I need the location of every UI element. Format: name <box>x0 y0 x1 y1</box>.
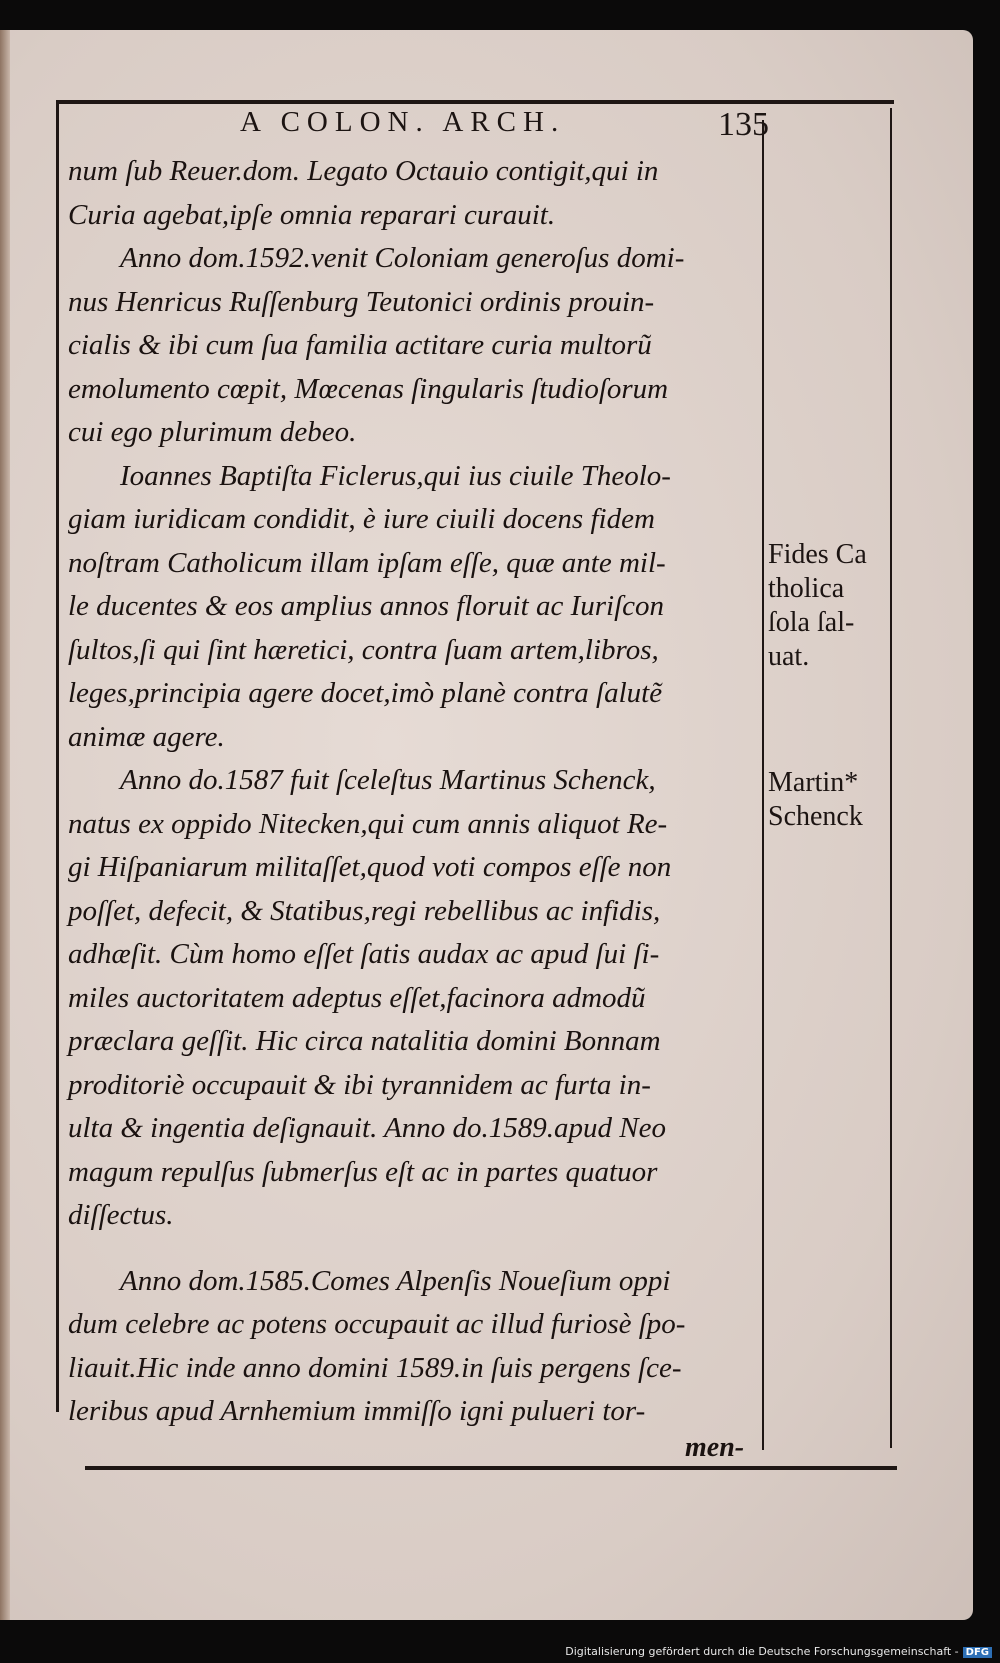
text-line: nus Henricus Ruſſenburg Teutonici ordinis prouin- <box>68 285 655 318</box>
text-line: Curia agebat,ipſe omnia reparari curauit. <box>68 198 556 231</box>
margin-note-line: Fides Ca <box>768 539 867 570</box>
text-line: cialis & ibi cum ſua familia actitare curia multorũ <box>68 329 652 361</box>
text-line: proditoriè occupauit & ibi tyrannidem ac furta in- <box>68 1068 651 1101</box>
text-line: Anno dom.1585.Comes Alpenſis Noueſium oppi <box>120 1264 671 1297</box>
margin-note-line: Schenck <box>768 801 863 832</box>
margin-note-line: tholica <box>768 573 845 604</box>
text-line: liauit.Hic inde anno domini 1589.in ſuis pergens ſce- <box>68 1351 682 1384</box>
text-line: adhæſit. Cùm homo eſſet ſatis audax ac apud ſui ſi- <box>68 938 660 970</box>
text-line: poſſet, defecit, & Statibus,regi rebellibus ac infidis, <box>68 894 661 927</box>
credit-text: Digitalisierung gefördert durch die Deutsche Forschungsgemeinschaft - <box>565 1645 959 1658</box>
text-line: noſtram Catholicum illam ipſam eſſe, quæ ante mil- <box>68 546 666 579</box>
text-line: ulta & ingentia deſignauit. Anno do.1589.apud Neo <box>68 1112 666 1144</box>
margin-note-line: uat. <box>768 641 810 672</box>
text-line: giam iuridicam condidit, è iure ciuili docens fidem <box>68 503 655 535</box>
text-line: Anno do.1587 fuit ſceleſtus Martinus Schenck, <box>120 764 656 796</box>
text-line: animæ agere. <box>68 720 225 753</box>
page-edge <box>0 30 10 1620</box>
digitization-credit <box>565 1645 992 1658</box>
text-line: num ſub Reuer.dom. Legato Octauio contigit,qui in <box>68 155 659 187</box>
text-line: leges,principia agere docet,imò planè contra ſalutẽ <box>68 677 663 709</box>
text-line: natus ex oppido Nitecken,qui cum annis aliquot Re- <box>68 807 668 840</box>
column-divider-rule <box>762 120 764 1450</box>
margin-note-line: ſola ſal- <box>768 607 855 638</box>
page-number: 135 <box>718 106 769 143</box>
margin-note-line: Martin* <box>768 767 859 798</box>
text-line: dum celebre ac potens occupauit ac illud furiosè ſpo- <box>68 1308 686 1340</box>
frame-right-rule <box>890 108 892 1448</box>
text-line: diſſectus. <box>68 1199 174 1231</box>
frame-bottom-rule <box>85 1466 897 1470</box>
text-line: Anno dom.1592.venit Coloniam generoſus domi- <box>120 242 685 274</box>
text-line: cui ego plurimum debeo. <box>68 416 357 448</box>
text-line: le ducentes & eos amplius annos floruit ac Iuriſcon <box>68 590 665 622</box>
margin-note-fides <box>768 538 888 674</box>
body-text <box>68 150 760 1434</box>
text-line: magum repulſus ſubmerſus eſt ac in partes quatuor <box>68 1155 658 1188</box>
text-line: gi Hiſpaniarum militaſſet,quod voti compos eſſe non <box>68 851 672 883</box>
catchword: men- <box>685 1432 745 1463</box>
text-line: Ioannes Baptiſta Ficlerus,qui ius ciuile Theolo- <box>120 459 671 492</box>
frame-left-rule <box>56 100 59 1412</box>
text-line: præclara geſſit. Hic circa natalitia domini Bonnam <box>68 1025 661 1057</box>
text-line: leribus apud Arnhemium immiſſo igni pulueri tor- <box>68 1395 646 1427</box>
margin-note-martin <box>768 766 888 834</box>
text-line: emolumento cœpit, Mœcenas ſingularis ſtudioſorum <box>68 372 669 405</box>
running-title: A COLON. ARCH. <box>240 106 566 138</box>
text-line: miles auctoritatem adeptus eſſet,facinora admodũ <box>68 981 646 1014</box>
dfg-logo: DFG <box>963 1647 992 1658</box>
text-line: ſultos,ſi qui ſint hæretici, contra ſuam artem,libros, <box>68 633 659 666</box>
